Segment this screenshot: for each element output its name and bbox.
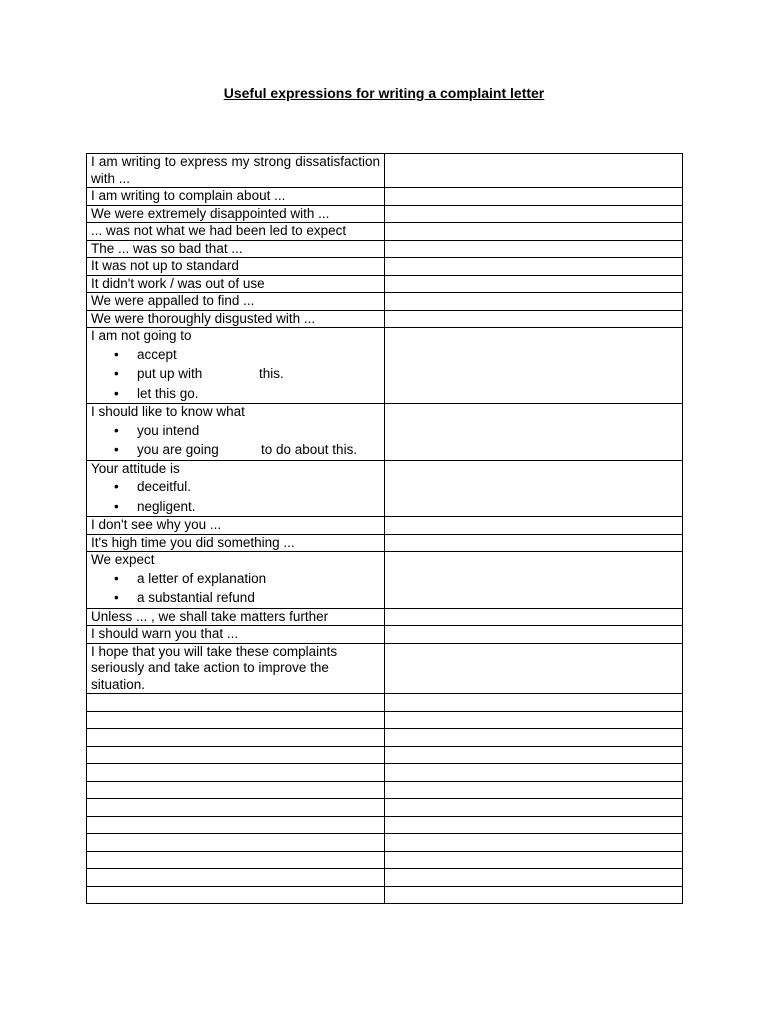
expression-intro: We expect <box>91 552 155 567</box>
expression-cell <box>87 552 385 609</box>
table-row <box>87 240 683 258</box>
blank-row <box>87 729 683 747</box>
notes-cell[interactable] <box>385 552 683 609</box>
blank-row <box>87 869 683 887</box>
blank-cell[interactable] <box>87 799 385 817</box>
blank-cell[interactable] <box>87 746 385 764</box>
blank-row <box>87 799 683 817</box>
table-row <box>87 643 683 694</box>
notes-cell[interactable] <box>385 328 683 404</box>
notes-cell[interactable] <box>385 460 683 517</box>
table-row <box>87 460 683 517</box>
blank-cell[interactable] <box>385 799 683 817</box>
blank-cell[interactable] <box>385 764 683 782</box>
blank-cell[interactable] <box>87 729 385 747</box>
bullet-item: • put up with this. <box>91 364 380 384</box>
notes-cell[interactable] <box>385 205 683 223</box>
notes-cell[interactable] <box>385 240 683 258</box>
blank-cell[interactable] <box>87 694 385 712</box>
notes-cell[interactable] <box>385 626 683 644</box>
blank-cell[interactable] <box>385 711 683 729</box>
blank-cell[interactable] <box>385 869 683 887</box>
blank-cell[interactable] <box>87 816 385 834</box>
blank-cell[interactable] <box>87 886 385 904</box>
blank-cell[interactable] <box>385 816 683 834</box>
table-row <box>87 188 683 206</box>
table-row <box>87 626 683 644</box>
notes-cell[interactable] <box>385 404 683 461</box>
blank-cell[interactable] <box>87 869 385 887</box>
blank-cell[interactable] <box>385 729 683 747</box>
table-row <box>87 205 683 223</box>
bullet-icon: • <box>114 479 119 494</box>
bullet-tail: this. <box>259 366 284 381</box>
expression-cell <box>87 460 385 517</box>
bullet-item: • you are going to do about this. <box>91 440 380 460</box>
expression-cell: Unless ... , we shall take matters further <box>87 608 385 626</box>
blank-cell[interactable] <box>87 711 385 729</box>
blank-row <box>87 816 683 834</box>
blank-row <box>87 694 683 712</box>
blank-cell[interactable] <box>385 834 683 852</box>
bullet-item: • you intend <box>91 421 380 441</box>
blank-cell[interactable] <box>385 746 683 764</box>
expression-cell: We were thoroughly disgusted with ... <box>87 310 385 328</box>
notes-cell[interactable] <box>385 188 683 206</box>
expression-intro: I am not going to <box>91 328 192 343</box>
bullet-item: • a letter of explanation <box>91 569 380 589</box>
notes-cell[interactable] <box>385 534 683 552</box>
notes-cell[interactable] <box>385 223 683 241</box>
table-row <box>87 534 683 552</box>
notes-cell[interactable] <box>385 154 683 188</box>
notes-cell[interactable] <box>385 258 683 276</box>
blank-cell[interactable] <box>87 781 385 799</box>
expressions-table <box>86 153 683 904</box>
bullet-icon: • <box>114 498 119 514</box>
expression-cell: I don't see why you ... <box>87 517 385 535</box>
bullet-icon: • <box>114 346 119 362</box>
bullet-item: • let this go. <box>91 384 380 404</box>
table-row <box>87 404 683 461</box>
expression-cell: We were extremely disappointed with ... <box>87 205 385 223</box>
bullet-tail: to do about this. <box>261 442 358 457</box>
table-row <box>87 258 683 276</box>
expression-cell: We were appalled to find ... <box>87 293 385 311</box>
expression-cell: I am writing to complain about ... <box>87 188 385 206</box>
notes-cell[interactable] <box>385 275 683 293</box>
notes-cell[interactable] <box>385 643 683 694</box>
expression-cell <box>87 328 385 404</box>
blank-cell[interactable] <box>87 851 385 869</box>
table-row <box>87 517 683 535</box>
expression-cell: I hope that you will take these complaints seriously and take action to improve the situation. <box>87 643 385 694</box>
bullet-icon: • <box>114 422 119 438</box>
bullet-item: • deceitful. <box>91 477 380 497</box>
blank-row <box>87 764 683 782</box>
page-title: Useful expressions for writing a complaint letter <box>223 85 545 101</box>
expression-cell <box>87 404 385 461</box>
expression-intro: Your attitude is <box>91 460 180 476</box>
blank-row <box>87 851 683 869</box>
table-row <box>87 552 683 609</box>
expression-cell: I should warn you that ... <box>87 626 385 644</box>
expression-cell: I am writing to express my strong dissatisfaction with ... <box>87 154 385 188</box>
table-row <box>87 293 683 311</box>
notes-cell[interactable] <box>385 310 683 328</box>
expression-cell: ... was not what we had been led to expect <box>87 223 385 241</box>
expression-cell: It was not up to standard <box>87 258 385 276</box>
expression-cell: It didn't work / was out of use <box>87 275 385 293</box>
blank-cell[interactable] <box>87 764 385 782</box>
bullet-icon: • <box>114 570 119 586</box>
bullet-item: • a substantial refund <box>91 588 380 608</box>
blank-cell[interactable] <box>385 694 683 712</box>
notes-cell[interactable] <box>385 608 683 626</box>
blank-cell[interactable] <box>385 886 683 904</box>
table-row <box>87 154 683 188</box>
table-row <box>87 310 683 328</box>
expression-cell: It's high time you did something ... <box>87 534 385 552</box>
bullet-icon: • <box>114 590 119 605</box>
table-row <box>87 275 683 293</box>
expression-cell: The ... was so bad that ... <box>87 240 385 258</box>
blank-row <box>87 886 683 904</box>
bullet-icon: • <box>114 366 119 381</box>
blank-cell[interactable] <box>385 781 683 799</box>
blank-cell[interactable] <box>385 851 683 869</box>
notes-cell[interactable] <box>385 517 683 535</box>
table-row <box>87 328 683 404</box>
table-row <box>87 608 683 626</box>
bullet-icon: • <box>114 385 119 401</box>
notes-cell[interactable] <box>385 293 683 311</box>
blank-row <box>87 746 683 764</box>
table-row <box>87 223 683 241</box>
blank-row <box>87 834 683 852</box>
bullet-item: • negligent. <box>91 497 380 517</box>
bullet-icon: • <box>114 442 119 457</box>
bullet-item: • accept <box>91 345 380 365</box>
blank-row <box>87 711 683 729</box>
blank-row <box>87 781 683 799</box>
expression-intro: I should like to know what <box>91 404 245 419</box>
blank-cell[interactable] <box>87 834 385 852</box>
